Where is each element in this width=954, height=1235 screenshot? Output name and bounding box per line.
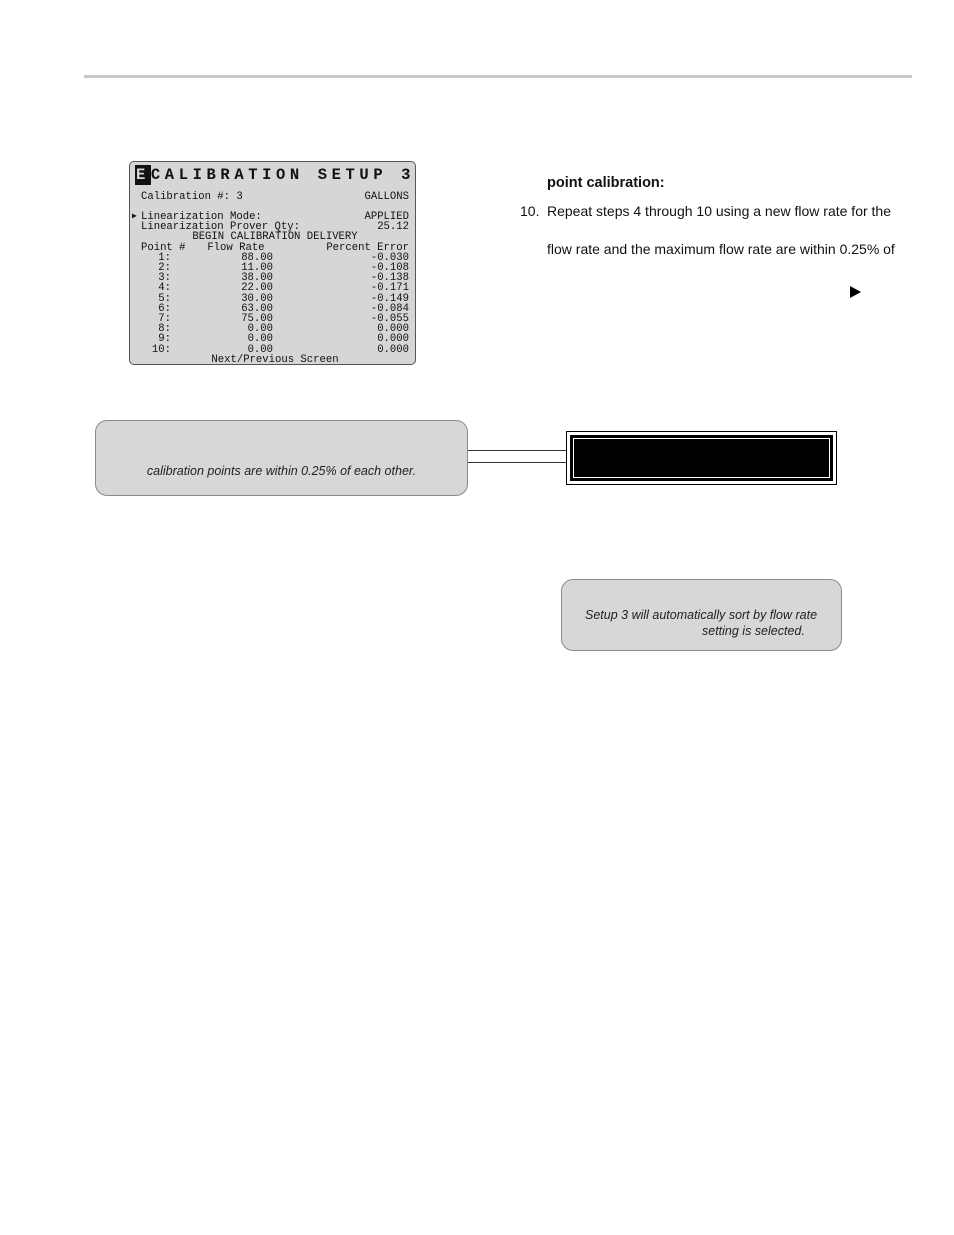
section-heading: point calibration:	[547, 175, 665, 191]
step-line-2: flow rate and the maximum flow rate are within 0.25% of	[547, 241, 895, 257]
title-cursor: E	[136, 166, 150, 184]
prover-qty-label: Linearization Prover Qty:	[141, 221, 300, 234]
next-previous-label: Next/Previous Screen	[211, 353, 339, 366]
step-number: 10.	[520, 203, 540, 219]
begin-calibration-label: BEGIN CALIBRATION DELIVERY	[192, 231, 358, 244]
units-value: GALLONS	[364, 191, 409, 203]
sort-note-callout	[561, 579, 842, 651]
col-flow: Flow Rate	[207, 241, 265, 254]
note-callout	[95, 420, 468, 496]
selection-arrow-icon: ▶	[132, 212, 137, 221]
calibration-number-row	[141, 192, 409, 202]
point-row: 7: 75.00 -0.055	[158, 313, 409, 325]
header-rule	[84, 75, 912, 78]
linearization-mode-value: APPLIED	[364, 211, 409, 223]
point-row: 3: 38.00 -0.138	[158, 272, 409, 285]
prover-qty-value: 25.12	[377, 221, 409, 234]
callout-connector	[468, 450, 567, 463]
title-text: CALIBRATION SETUP 3	[150, 166, 416, 184]
point-row: 2: 11.00 -0.108	[158, 262, 409, 274]
point-row: 1: 88.00 -0.030	[158, 251, 409, 264]
col-point: Point #	[141, 241, 186, 254]
step-line-1: Repeat steps 4 through 10 using a new flow rate for the	[547, 203, 891, 219]
warning-box	[566, 431, 837, 485]
sort-note-line-1: Setup 3 will automatically sort by flow rate	[585, 608, 818, 622]
points-header-row	[141, 243, 409, 253]
point-row: 10: 0.00 0.000	[151, 343, 409, 356]
warning-box-fill	[570, 435, 833, 481]
point-row: 8: 0.00 0.000	[158, 323, 409, 336]
linearization-mode-label: Linearization Mode:	[141, 211, 262, 223]
warning-box-notch	[667, 435, 771, 438]
col-error: Percent Error	[326, 241, 409, 254]
point-row: 4: 22.00 -0.171	[158, 282, 409, 295]
point-row: 5: 30.00 -0.149	[158, 292, 409, 305]
note-text: calibration points are within 0.25% of each other.	[146, 464, 417, 478]
next-previous-row[interactable]	[141, 355, 409, 365]
sort-note-line-2: setting is selected.	[702, 624, 805, 638]
calibration-setup-screen	[129, 161, 416, 365]
screen-title	[135, 166, 415, 184]
point-row: 9: 0.00 0.000	[158, 333, 409, 346]
calibration-number: Calibration #: 3	[141, 191, 243, 203]
continue-arrow-icon	[850, 286, 861, 298]
point-row: 6: 63.00 -0.084	[158, 302, 409, 315]
